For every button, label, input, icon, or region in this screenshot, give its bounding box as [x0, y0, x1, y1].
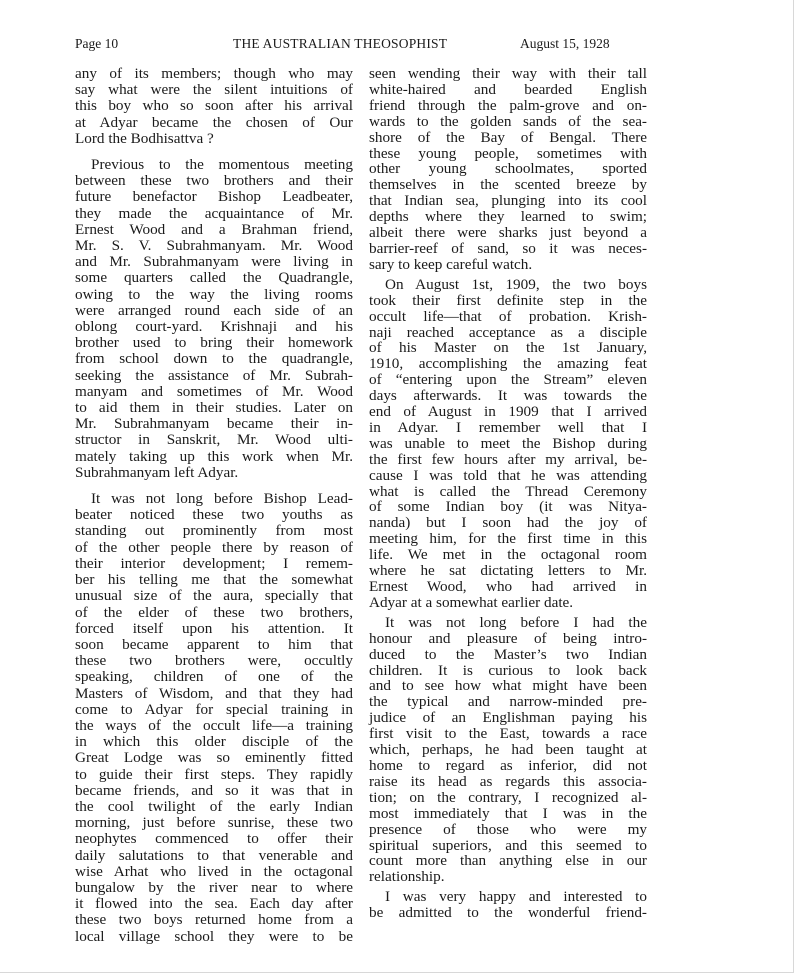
text-line: to aid them in their studies. Later on [75, 399, 353, 417]
text-line: unusual size of the aura, specially that [75, 587, 353, 605]
text-line: spiritual superiors, and this seemed to [369, 836, 647, 854]
text-line: seen wending their way with their tall [369, 65, 647, 82]
text-line: say what were the silent intuitions of [75, 81, 353, 99]
text-line: from school down to the quadrangle, [75, 350, 353, 368]
text-line: mately taking up this work when Mr. [75, 447, 353, 465]
text-line: owing to the way the living rooms [75, 285, 353, 303]
text-line: of some Indian boy (it was Nitya- [369, 498, 647, 516]
text-line: seeking the assistance of Mr. Subrah- [75, 366, 353, 384]
text-line: sary to keep careful watch. [369, 255, 533, 273]
text-line: and to see how what might have been [369, 677, 647, 695]
text-line: meeting him, for the first time in this [369, 530, 647, 548]
text-line: the first few hours after my arrival, be- [369, 450, 647, 468]
highlighted-text-line: of his Master on the 1st January, [369, 339, 647, 357]
text-line: I was very happy and interested to [385, 888, 647, 906]
text-line: themselves in the scented breeze by [369, 176, 647, 194]
text-line: these young people, sometimes with [369, 144, 647, 162]
text-line: Ernest Wood, who had arrived in [369, 578, 647, 595]
text-line: come to Adyar for special training in [75, 700, 353, 718]
text-line: neophytes commenced to offer their [75, 830, 353, 848]
text-line: beater noticed these two youths as [75, 506, 353, 524]
text-line: depths where they learned to swim; [369, 208, 647, 226]
text-line: life. We met in the octagonal room [369, 546, 647, 564]
text-line: became friends, and so it was that in [75, 781, 353, 799]
text-line: of the other people there by reason of [75, 538, 353, 556]
text-line: other young schoolmates, sported [369, 160, 647, 178]
text-line: their interior development; I remem- [75, 554, 353, 572]
paragraph [75, 491, 353, 945]
text-line: most immediately that I was in the [369, 804, 647, 822]
text-line: ber his telling me that the somewhat [75, 571, 353, 589]
text-line: any of its members; though who may [75, 65, 353, 82]
page-number: Page 10 [75, 36, 119, 51]
text-line: Adyar at a somewhat earlier date. [369, 593, 574, 611]
text-line: Great Lodge was so eminently fitted [75, 749, 353, 767]
text-line: local village school they were to be [75, 927, 353, 945]
text-line: nanda) but I soon had the joy of [369, 514, 647, 532]
text-line: these two boys returned home from a [75, 911, 353, 929]
paragraph [369, 277, 647, 611]
text-line: between these two brothers and their [75, 172, 353, 190]
text-line: shore of the Bay of Bengal. There [369, 128, 647, 146]
text-line: brother used to bring their homework [75, 334, 353, 352]
text-line: daily salutations to that venerable and [75, 846, 353, 864]
text-line: the ways of the occult life—a training [75, 716, 353, 734]
paragraph [75, 157, 353, 481]
text-line: manyam and sometimes of Mr. Wood [75, 382, 353, 400]
text-line: the cool twilight of the early Indian [75, 797, 353, 815]
text-line: were arranged round each side of an [75, 301, 353, 319]
text-line: count more than anything else in our [369, 852, 647, 870]
highlighted-text-line: of “entering upon the Stream” eleven [369, 371, 647, 389]
text-line: oblong court-yard. Krishnaji and his [75, 318, 353, 336]
text-line: where he sat dictating letters to Mr. [369, 562, 647, 580]
text-line: judice of an Englishman paying his [369, 709, 647, 727]
text-line: presence of those who were my [369, 820, 647, 838]
text-line: honour and pleasure of being intro- [369, 629, 647, 647]
highlighted-text-line: occult life—that of probation. Krish- [369, 307, 647, 325]
text-line: wise Arhat who lived in the octagonal [75, 862, 353, 880]
text-line: Mr. S. V. Subrahmanyam. Mr. Wood [75, 237, 353, 255]
highlighted-text-line: On August 1st, 1909, the two boys [369, 277, 647, 293]
text-line: wards to the golden sands of the sea- [369, 112, 647, 130]
paragraph [369, 889, 647, 921]
text-line: end of August in 1909 that I arrived [369, 403, 647, 421]
text-line: Mr. Subrahmanyam became their in- [75, 415, 353, 433]
text-line: children. It is curious to look back [369, 661, 647, 679]
paragraph [75, 66, 353, 147]
highlighted-text-line: naji reached acceptance as a disciple [369, 323, 647, 341]
text-line: barrier-reef of sand, so it was neces- [369, 239, 647, 257]
text-line: they made the acquaintance of Mr. [75, 204, 353, 222]
text-line: It was not long before Bishop Lead- [91, 490, 353, 508]
text-line: standing out prominently from most [75, 522, 353, 540]
text-line: these two brothers were, occultly [75, 652, 353, 670]
highlighted-text-line: days afterwards. It was towards the [369, 387, 647, 405]
text-line: It was not long before I had the [385, 613, 647, 631]
text-line: in which this older disciple of the [75, 733, 353, 751]
text-line: Subrahmanyam left Adyar. [75, 463, 239, 481]
text-line: at Adyar became the chosen of Our [75, 113, 353, 131]
highlighted-text-line: 1910, accomplishing the amazing feat [369, 355, 647, 373]
text-line: in Adyar. I remember well that I [369, 418, 647, 436]
text-line: Previous to the momentous meeting [91, 156, 353, 174]
text-line: be admitted to the wonderful friend- [369, 904, 647, 922]
text-line: some quarters called the Quadrangle, [75, 269, 353, 287]
text-line: which, perhaps, he had been taught at [369, 741, 647, 759]
text-line: of the elder of these two brothers, [75, 603, 353, 621]
text-line: forced itself upon his attention. It [75, 619, 353, 637]
publication-title: THE AUSTRALIAN THEOSOPHIST [233, 36, 448, 51]
highlighted-text-line: took their first definite step in the [369, 291, 647, 309]
text-column-right [369, 66, 647, 921]
text-line: Lord the Bodhisattva ? [75, 129, 214, 147]
text-column-left [75, 66, 353, 945]
text-line: relationship. [369, 868, 445, 886]
text-line: was unable to meet the Bishop during [369, 434, 647, 452]
text-line: that Indian sea, plunging into its cool [369, 192, 647, 210]
paragraph [369, 615, 647, 885]
text-line: this boy who so soon after his arrival [75, 97, 353, 115]
text-line: structor in Sanskrit, Mr. Wood ulti- [75, 431, 353, 449]
text-line: morning, just before sunrise, these two [75, 814, 353, 832]
text-line: speaking, children of one of the [75, 668, 353, 686]
text-line: the typical and narrow-minded pre- [369, 693, 647, 711]
text-line: albeit there were sharks just beyond a [369, 224, 647, 242]
text-line: cause I was told that he was attending [369, 466, 647, 484]
text-line: home to regard as inferior, did not [369, 756, 647, 774]
text-line: what is called the Thread Ceremony [369, 482, 647, 500]
text-line: bungalow by the river near to where [75, 878, 353, 896]
text-line: tion; on the contrary, I recognized al- [369, 788, 647, 806]
text-line: to guide their first steps. They rapidly [75, 765, 353, 783]
text-line: white-haired and bearded English [369, 80, 647, 98]
paragraph [369, 66, 647, 273]
text-line: Masters of Wisdom, and that they had [75, 684, 353, 702]
text-line: duced to the Master’s two Indian [369, 645, 647, 663]
text-line: soon became apparent to him that [75, 635, 353, 653]
text-line: future benefactor Bishop Leadbeater, [75, 188, 353, 206]
issue-date: August 15, 1928 [520, 36, 610, 51]
text-line: first visit to the East, towards a race [369, 725, 647, 743]
text-line: it flowed into the sea. Each day after [75, 895, 353, 913]
text-line: and Mr. Subrahmanyam were living in [75, 253, 353, 271]
text-line: friend through the palm-grove and on- [369, 96, 647, 114]
text-line: raise its head as regards this associa- [369, 772, 647, 790]
text-line: Ernest Wood and a Brahman friend, [75, 220, 353, 238]
